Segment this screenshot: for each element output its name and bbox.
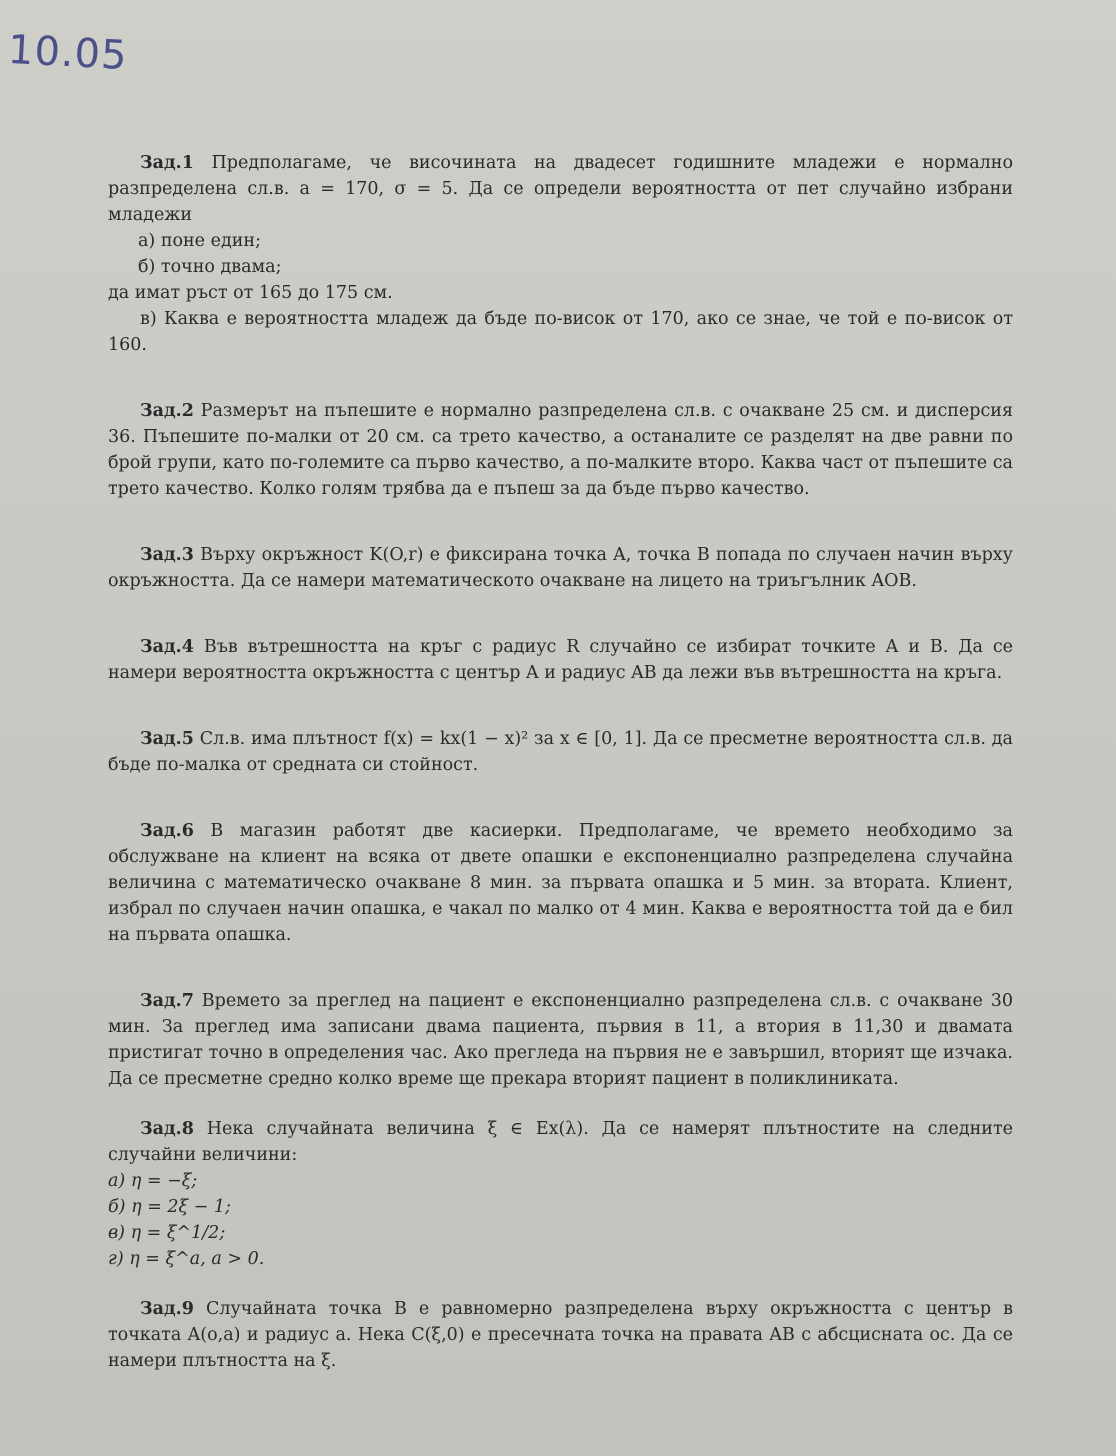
list-item: г) η = ξ^a, a > 0. <box>108 1249 265 1269</box>
problem-text: Случайната точка B е равномерно разпределена върху окръжността с център в точката A(o,a) и радиус a. Нека C(ξ,0) е пресечната точка на правата AB с абсцисната ос. Да се намери плътността на ξ. <box>108 1299 1013 1371</box>
problem-9 <box>108 1296 1013 1374</box>
problem-text: Времето за преглед на пациент е експоненциално разпределена сл.в. с очакване 30 мин. За преглед има записани двама пациента, първия в 11, а втория в 11,30 и двамата пристигат точно в определения час. Ако прегледа на първия не е завършил, вторият ще изчака. Да се пресметне средно колко време ще прекара вторият пациент в поликлиниката. <box>108 991 1013 1089</box>
problem-text: Размерът на пъпешите е нормално разпределена сл.в. с очакване 25 см. и дисперсия 36. Пъпешите по-малки от 20 см. са трето качество, а останалите се разделят на две равни по брой групи, като по-големите са първо качество, а по-малките второ. Каква част от пъпешите са трето качество. Колко голям трябва да е пъпеш за да бъде първо качество. <box>108 401 1013 499</box>
problem-7 <box>108 988 1013 1092</box>
problem-label: Зад.5 <box>140 729 194 749</box>
list-item: в) η = ξ^1/2; <box>108 1223 226 1243</box>
list-item: б) точно двама; <box>138 257 282 277</box>
problem-label: Зад.1 <box>140 153 194 173</box>
problem-label: Зад.9 <box>140 1299 194 1319</box>
list-item: а) η = −ξ; <box>108 1171 198 1191</box>
problem-label: Зад.6 <box>140 821 194 841</box>
problem-3 <box>108 542 1013 594</box>
problem-2 <box>108 398 1013 502</box>
list-item: в) Каква е вероятността младеж да бъде по-висок от 170, ако се знае, че той е по-висок от 160. <box>108 309 1013 355</box>
problem-1 <box>108 150 1013 358</box>
problem-continuation: да имат ръст от 165 до 175 см. <box>108 283 393 303</box>
problem-label: Зад.8 <box>140 1119 194 1139</box>
problem-text: Предполагаме, че височината на двадесет годишните младежи е нормално разпределена сл.в. a = 170, σ = 5. Да се определи вероятността от пет случайно избрани младежи <box>108 153 1013 225</box>
problem-label: Зад.4 <box>140 637 194 657</box>
problem-label: Зад.7 <box>140 991 194 1011</box>
problem-text: Нека случайната величина ξ ∈ Ex(λ). Да се намерят плътностите на следните случайни величини: <box>108 1119 1013 1165</box>
problem-list <box>108 150 1013 1414</box>
problem-label: Зад.2 <box>140 401 194 421</box>
problem-text: Във вътрешността на кръг с радиус R случайно се избират точките A и B. Да се намери вероятността окръжността с център A и радиус AB да лежи във вътрешността на кръга. <box>108 637 1013 683</box>
problem-5 <box>108 726 1013 778</box>
problem-text: Върху окръжност K(O,r) е фиксирана точка A, точка B попада по случаен начин върху окръжността. Да се намери математическото очакване на лицето на триъгълник AOB. <box>108 545 1013 591</box>
problem-label: Зад.3 <box>140 545 194 565</box>
list-item: а) поне един; <box>138 231 261 251</box>
handwritten-date: 10.05 <box>6 26 129 80</box>
problem-8 <box>108 1116 1013 1272</box>
problem-text: В магазин работят две касиерки. Предполагаме, че времето необходимо за обслужване на клиент на всяка от двете опашки е експоненциално разпределена случайна величина с математическо очакване 8 мин. за първата опашка и 5 мин. за втората. Клиент, избрал по случаен начин опашка, е чакал по малко от 4 мин. Каква е вероятността той да е бил на първата опашка. <box>108 821 1013 945</box>
list-item: б) η = 2ξ − 1; <box>108 1197 231 1217</box>
problem-6 <box>108 818 1013 948</box>
problem-text: Сл.в. има плътност f(x) = kx(1 − x)² за x ∈ [0, 1]. Да се пресметне вероятността сл.в. да бъде по-малка от средната си стойност. <box>108 729 1013 775</box>
problem-4 <box>108 634 1013 686</box>
